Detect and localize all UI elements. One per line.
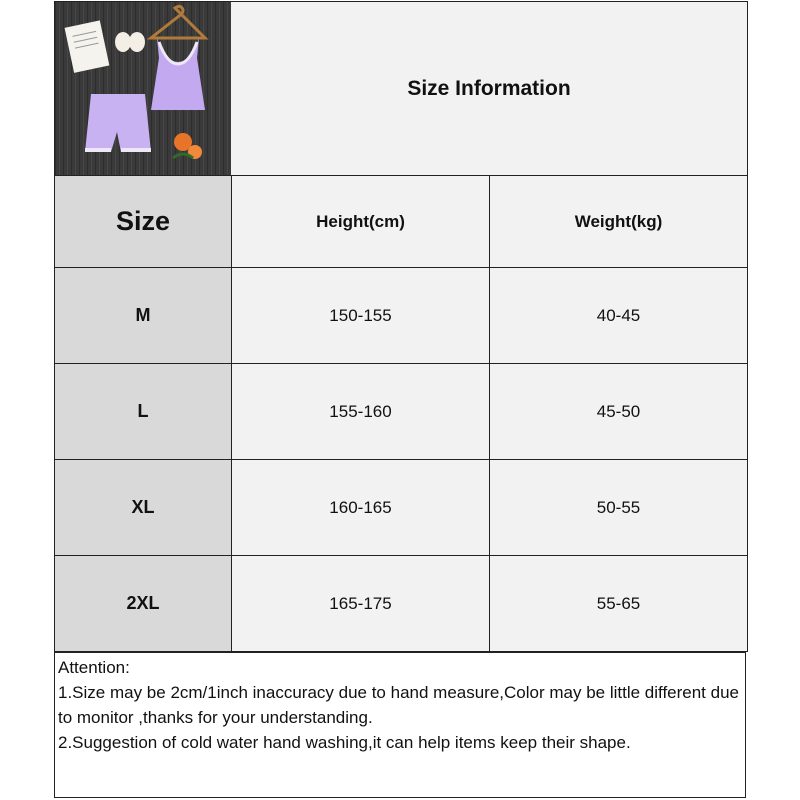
height-cell: 155-160 xyxy=(232,364,490,460)
column-header-size: Size xyxy=(55,176,232,268)
table-row xyxy=(55,556,748,652)
size-cell: M xyxy=(55,268,232,364)
notes-line-2: 2.Suggestion of cold water hand washing,it can help items keep their shape. xyxy=(58,733,631,752)
size-cell: XL xyxy=(55,460,232,556)
height-cell: 160-165 xyxy=(232,460,490,556)
attention-notes xyxy=(54,652,746,798)
table-row xyxy=(55,268,748,364)
column-header-height: Height(cm) xyxy=(232,176,490,268)
column-header-weight: Weight(kg) xyxy=(490,176,748,268)
section-title-text: Size Information xyxy=(407,77,571,100)
size-cell: 2XL xyxy=(55,556,232,652)
size-chart-table xyxy=(54,175,748,652)
product-photo-illustration xyxy=(55,2,231,176)
notes-heading: Attention: xyxy=(58,658,130,677)
weight-cell: 55-65 xyxy=(490,556,748,652)
weight-cell: 50-55 xyxy=(490,460,748,556)
notes-line-1: 1.Size may be 2cm/1inch inaccuracy due to hand measure,Color may be little different due to monitor ,thanks for your understanding. xyxy=(58,683,739,727)
weight-cell: 45-50 xyxy=(490,364,748,460)
height-cell: 150-155 xyxy=(232,268,490,364)
height-cell: 165-175 xyxy=(232,556,490,652)
size-cell: L xyxy=(55,364,232,460)
table-header-row xyxy=(55,176,748,268)
section-title xyxy=(231,1,748,176)
weight-cell: 40-45 xyxy=(490,268,748,364)
product-photo xyxy=(54,1,232,177)
table-row xyxy=(55,460,748,556)
table-row xyxy=(55,364,748,460)
